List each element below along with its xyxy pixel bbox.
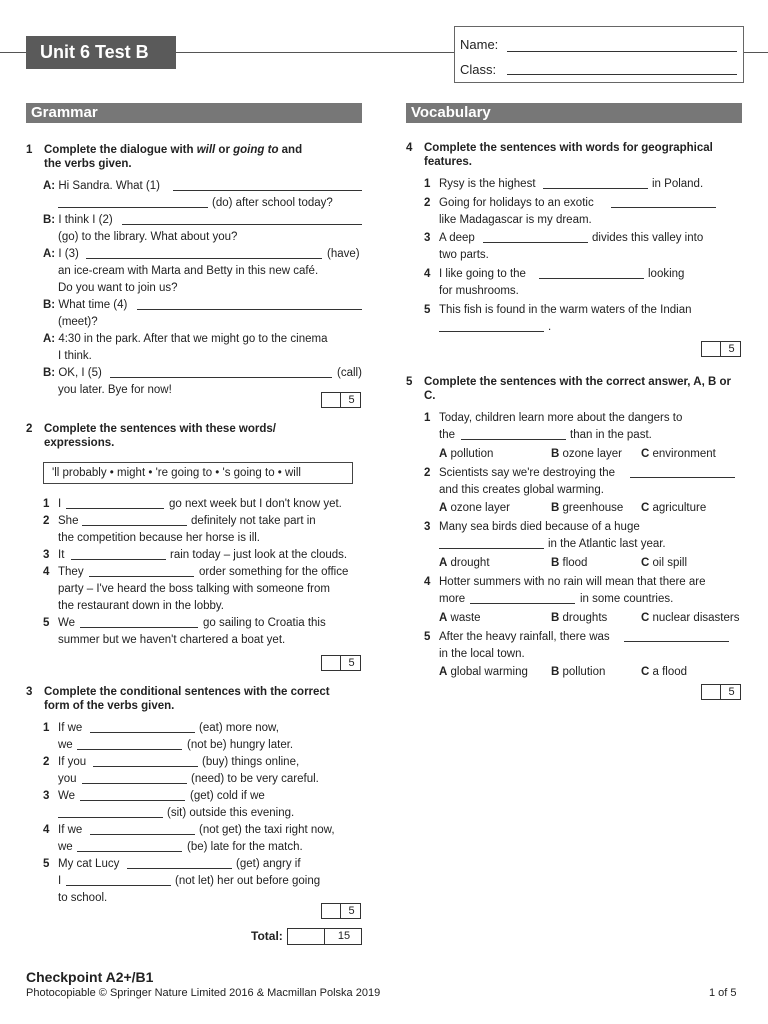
q1-line-12: B: OK, I (5)	[43, 367, 102, 379]
q5-3-l2b: in the Atlantic last year.	[548, 538, 666, 550]
q4-item-2: 2	[424, 197, 431, 209]
q2-item-3: 3	[43, 549, 50, 561]
q2-blank-4[interactable]	[89, 566, 194, 577]
q2-item-3-b: rain today – just look at the clouds.	[170, 549, 348, 561]
q2-item-5-c: summer but we haven't chartered a boat yet.	[58, 634, 286, 646]
q1-line-10: A: 4:30 in the park. After that we might go to the cinema	[43, 333, 328, 345]
q2-blank-5[interactable]	[80, 617, 198, 628]
q1-line-11: I think.	[58, 350, 92, 362]
q2-item-1-b: go next week but I don't know yet.	[169, 498, 342, 510]
q1-blank-4[interactable]	[137, 299, 362, 310]
q3-3-l1a: We	[58, 790, 76, 802]
footer-title: Checkpoint A2+/B1	[26, 969, 154, 985]
q2-item-4-c: party – I've heard the boss talking with someone from	[58, 583, 330, 595]
q3-blank-2a[interactable]	[93, 756, 198, 767]
footer-copyright: Photocopiable © Springer Nature Limited 2016 & Macmillan Polska 2019	[26, 987, 381, 999]
q2-item-2-b: definitely not take part in	[191, 515, 316, 527]
q3-5-l1a: My cat Lucy	[58, 858, 120, 870]
q5-5-l2a: in the local town.	[439, 648, 525, 660]
total-score: 15	[337, 930, 351, 942]
q4-5-c: .	[548, 321, 552, 333]
q5-1-option-c[interactable]: C environment	[641, 448, 716, 460]
q3-1-l2b: (not be) hungry later.	[187, 739, 294, 751]
q5-5-option-c[interactable]: C a flood	[641, 666, 688, 678]
q4-item-3: 3	[424, 232, 431, 244]
q4-4-c: for mushrooms.	[439, 285, 519, 297]
q4-score: 5	[728, 343, 735, 355]
class-label: Class:	[460, 62, 497, 77]
q4-item-5: 5	[424, 304, 431, 316]
total-score-box[interactable]	[287, 928, 362, 945]
q5-item-4: 4	[424, 576, 431, 588]
q5-2-option-c[interactable]: C agriculture	[641, 502, 707, 514]
q3-4-l2b: (be) late for the match.	[187, 841, 303, 853]
q2-item-5: 5	[43, 617, 50, 629]
q4-3-b: divides this valley into	[592, 232, 704, 244]
q1-score: 5	[348, 394, 355, 406]
q1-line-3: B: I think I (2)	[43, 214, 113, 226]
page-number: 1 of 5	[709, 987, 737, 999]
q5-item-2: 2	[424, 467, 431, 479]
q5-1-option-a[interactable]: A pollution	[439, 448, 494, 460]
q2-item-4-b: order something for the office	[199, 566, 349, 578]
q5-blank-2[interactable]	[630, 467, 735, 478]
q5-4-option-b[interactable]: B droughts	[551, 612, 608, 624]
q1-line-13: you later. Bye for now!	[58, 384, 172, 396]
q3-1-l1b: (eat) more now,	[199, 722, 279, 734]
q5-5-option-a[interactable]: A global warming	[439, 666, 528, 678]
q3-blank-3a[interactable]	[80, 790, 185, 801]
q1-verb-3: (have)	[327, 248, 360, 260]
q5-5-l1: After the heavy rainfall, there was	[439, 631, 610, 643]
q3-blank-5a[interactable]	[127, 858, 232, 869]
q4-2-c: like Madagascar is my dream.	[439, 214, 592, 226]
class-field[interactable]	[507, 73, 737, 75]
q5-4-option-c[interactable]: C nuclear disasters	[641, 612, 740, 624]
total-label: Total:	[251, 929, 283, 943]
q3-blank-4a[interactable]	[90, 824, 195, 835]
q3-blank-4b[interactable]	[77, 841, 182, 852]
q5-2-l1: Scientists say we're destroying the	[439, 467, 616, 479]
q5-3-option-a[interactable]: A drought	[439, 557, 490, 569]
q1-blank-2[interactable]	[122, 214, 362, 225]
q5-item-3: 3	[424, 521, 431, 533]
q5-2-option-b[interactable]: B greenhouse	[551, 502, 624, 514]
q2-blank-2[interactable]	[82, 515, 187, 526]
q3-2-l1a: If you	[58, 756, 87, 768]
q3-5-l2a: I	[58, 875, 62, 887]
name-label: Name:	[460, 37, 499, 52]
q3-3-l2b: (sit) outside this evening.	[167, 807, 295, 819]
q1-blank-1[interactable]	[173, 180, 362, 191]
q5-3-option-c[interactable]: C oil spill	[641, 557, 688, 569]
q2-blank-3[interactable]	[71, 549, 166, 560]
q2-item-1: 1	[43, 498, 50, 510]
q3-score: 5	[348, 905, 355, 917]
q3-3-l1b: (get) cold if we	[190, 790, 265, 802]
q5-4-l1: Hotter summers with no rain will mean that there are	[439, 576, 706, 588]
q1-line-1: A: Hi Sandra. What (1)	[43, 180, 160, 192]
q5-1-l1: Today, children learn more about the dangers to	[439, 412, 683, 424]
q5-item-5: 5	[424, 631, 431, 643]
q3-2-l1b: (buy) things online,	[202, 756, 300, 768]
q3-1-l2a: we	[58, 739, 73, 751]
q2-item-2-a: She	[58, 515, 79, 527]
q2-score-box[interactable]	[321, 655, 361, 671]
q5-3-l1: Many sea birds died because of a huge	[439, 521, 640, 533]
vocabulary-header: Vocabulary	[406, 103, 742, 123]
q5-1-l2b: than in the past.	[570, 429, 652, 441]
q5-blank-3[interactable]	[439, 538, 544, 549]
name-field[interactable]	[507, 50, 737, 52]
q5-score-box[interactable]	[701, 684, 741, 700]
q5-4-l2b: in some countries.	[580, 593, 674, 605]
q2-item-2-c: the competition because her horse is ill.	[58, 532, 260, 544]
q3-5-l2b: (not let) her out before going	[175, 875, 321, 887]
q4-item-1: 1	[424, 178, 431, 190]
q3-item-2: 2	[43, 756, 50, 768]
q5-1-l2a: the	[439, 429, 455, 441]
q2-item-4-d: the restaurant down in the lobby.	[58, 600, 225, 612]
q2-item-4: 4	[43, 566, 50, 578]
q3-blank-1b[interactable]	[77, 739, 182, 750]
q5-4-l2a: more	[439, 593, 466, 605]
q3-2-l2a: you	[58, 773, 77, 785]
q1-line-8: B: What time (4)	[43, 299, 128, 311]
q3-5-l1b: (get) angry if	[236, 858, 301, 870]
q2-item-1-a: I	[58, 498, 62, 510]
q2-item-2: 2	[43, 515, 50, 527]
q2-item-4-a: They	[58, 566, 84, 578]
q3-blank-1a[interactable]	[90, 722, 195, 733]
q4-blank-3[interactable]	[483, 232, 588, 243]
q1-line-7: Do you want to join us?	[58, 282, 178, 294]
q1-verb-5: (call)	[337, 367, 362, 379]
q4-1-a: Rysy is the highest	[439, 178, 536, 190]
q5-score: 5	[728, 686, 735, 698]
q2-item-5-a: We	[58, 617, 76, 629]
q3-item-1: 1	[43, 722, 50, 734]
q4-5-a: This fish is found in the warm waters of the Indian	[439, 304, 692, 316]
q5-3-option-b[interactable]: B flood	[551, 557, 588, 569]
q3-2-l2b: (need) to be very careful.	[191, 773, 319, 785]
q2-item-3-a: It	[58, 549, 65, 561]
q5-5-option-b[interactable]: B pollution	[551, 666, 606, 678]
q5-blank-5[interactable]	[624, 631, 729, 642]
q4-4-a: I like going to the	[439, 268, 526, 280]
q4-2-a: Going for holidays to an exotic	[439, 197, 594, 209]
q1-line-4: (go) to the library. What about you?	[58, 231, 238, 243]
q1-number: 1	[26, 144, 33, 156]
q3-blank-5b[interactable]	[66, 875, 171, 886]
grammar-header: Grammar	[26, 103, 362, 123]
q3-5-l3: to school.	[58, 892, 108, 904]
q4-score-box[interactable]	[701, 341, 741, 357]
name-class-box	[454, 26, 744, 83]
q3-1-l1a: If we	[58, 722, 83, 734]
q4-4-b: looking	[648, 268, 685, 280]
q5-1-option-b[interactable]: B ozone layer	[551, 448, 622, 460]
q3-4-l1b: (not get) the taxi right now,	[199, 824, 335, 836]
q1-line-2: (do) after school today?	[212, 197, 333, 209]
q3-score-box[interactable]	[321, 903, 361, 919]
q5-item-1: 1	[424, 412, 431, 424]
q4-3-c: two parts.	[439, 249, 489, 261]
q3-4-l1a: If we	[58, 824, 83, 836]
q1-blank-1b[interactable]	[58, 197, 208, 208]
q4-1-b: in Poland.	[652, 178, 704, 190]
q1-blank-5[interactable]	[110, 367, 332, 378]
q1-line-5: A: I (3)	[43, 248, 79, 260]
q4-blank-4[interactable]	[539, 268, 644, 279]
q5-blank-1[interactable]	[461, 429, 566, 440]
q3-4-l2a: we	[58, 841, 73, 853]
q5-2-l2a: and this creates global warming.	[439, 484, 604, 496]
q1-line-9: (meet)?	[58, 316, 98, 328]
q2-score: 5	[348, 657, 355, 669]
q1-blank-3[interactable]	[86, 248, 322, 259]
q1-line-6: an ice-cream with Marta and Betty in this new café.	[58, 265, 319, 277]
q4-blank-2[interactable]	[611, 197, 716, 208]
q3-blank-2b[interactable]	[82, 773, 187, 784]
q1-score-box[interactable]	[321, 392, 361, 408]
q4-blank-5[interactable]	[439, 321, 544, 332]
q2-blank-1[interactable]	[66, 498, 164, 509]
q5-4-option-a[interactable]: A waste	[439, 612, 481, 624]
q4-blank-1[interactable]	[543, 178, 648, 189]
q2-word-box: 'll probably • might • 're going to • 's going to • will	[43, 462, 353, 484]
q3-blank-3b[interactable]	[58, 807, 163, 818]
q3-item-4: 4	[43, 824, 50, 836]
unit-title: Unit 6 Test B	[26, 36, 176, 69]
q4-3-a: A deep	[439, 232, 475, 244]
q4-item-4: 4	[424, 268, 431, 280]
q5-2-option-a[interactable]: A ozone layer	[439, 502, 510, 514]
q3-item-5: 5	[43, 858, 50, 870]
q5-blank-4[interactable]	[470, 593, 575, 604]
q2-item-5-b: go sailing to Croatia this	[203, 617, 326, 629]
q3-item-3: 3	[43, 790, 50, 802]
